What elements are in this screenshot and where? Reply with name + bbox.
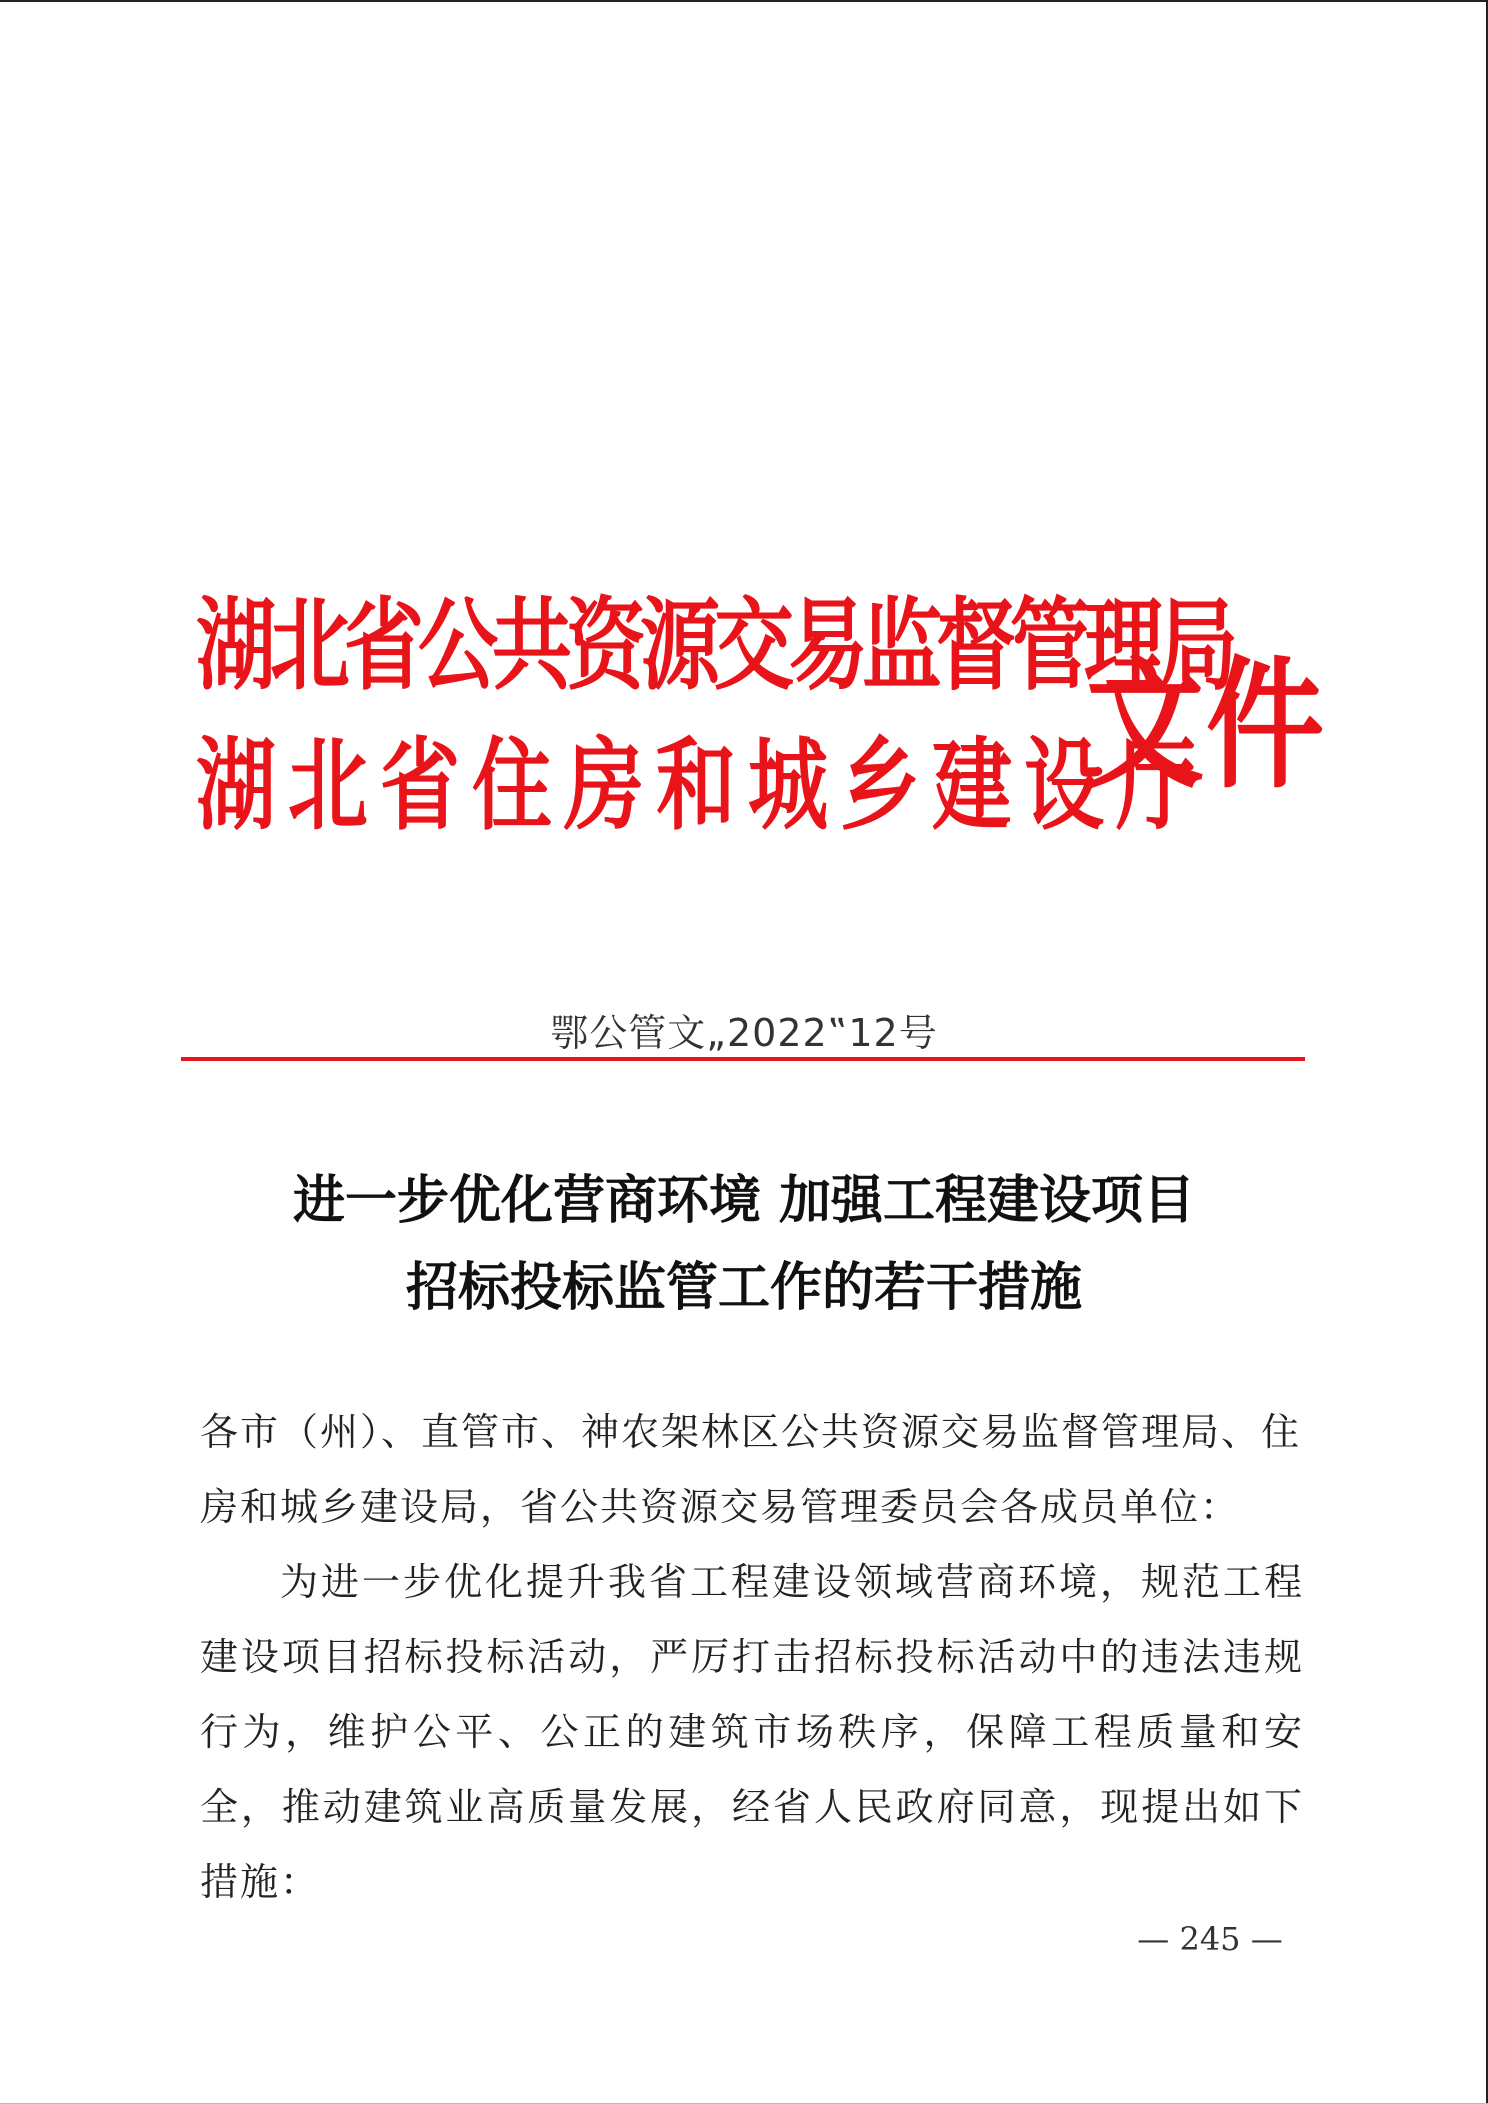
body-paragraph: 为进一步优化提升我省工程建设领域营商环境，规范工程建设项目招标投标活动，严厉打击招标投标活动中的违法违规行为，维护公平、公正的建筑市场秩序，保障工程质量和安全，推动建筑业高质量发展，经省人民政府同意，现提出如下措施：: [200, 1560, 1304, 1904]
document-title-line-2: 招标投标监管工作的若干措施: [405, 1257, 1082, 1318]
issuing-authority-header: [196, 585, 1327, 855]
document-title-line-1: 进一步优化营商环境 加强工程建设项目: [292, 1170, 1196, 1231]
red-separator-rule: [181, 1057, 1305, 1061]
page-number: — 245 —: [1137, 1920, 1283, 1958]
salutation: 各市（州）、直管市、神农架林区公共资源交易监督管理局、住房和城乡建设局，省公共资源交易管理委员会各成员单位：: [200, 1410, 1302, 1529]
document-number: 鄂公管文„2022‟12号: [550, 1011, 938, 1055]
document-suffix: 文件: [1086, 641, 1327, 808]
page-border-top: [0, 0, 1488, 2]
issuing-org-1: 湖北省公共资源交易监督管理局: [196, 586, 1232, 704]
issuing-org-2: 湖北省住房和城乡建设厅: [196, 726, 1208, 844]
